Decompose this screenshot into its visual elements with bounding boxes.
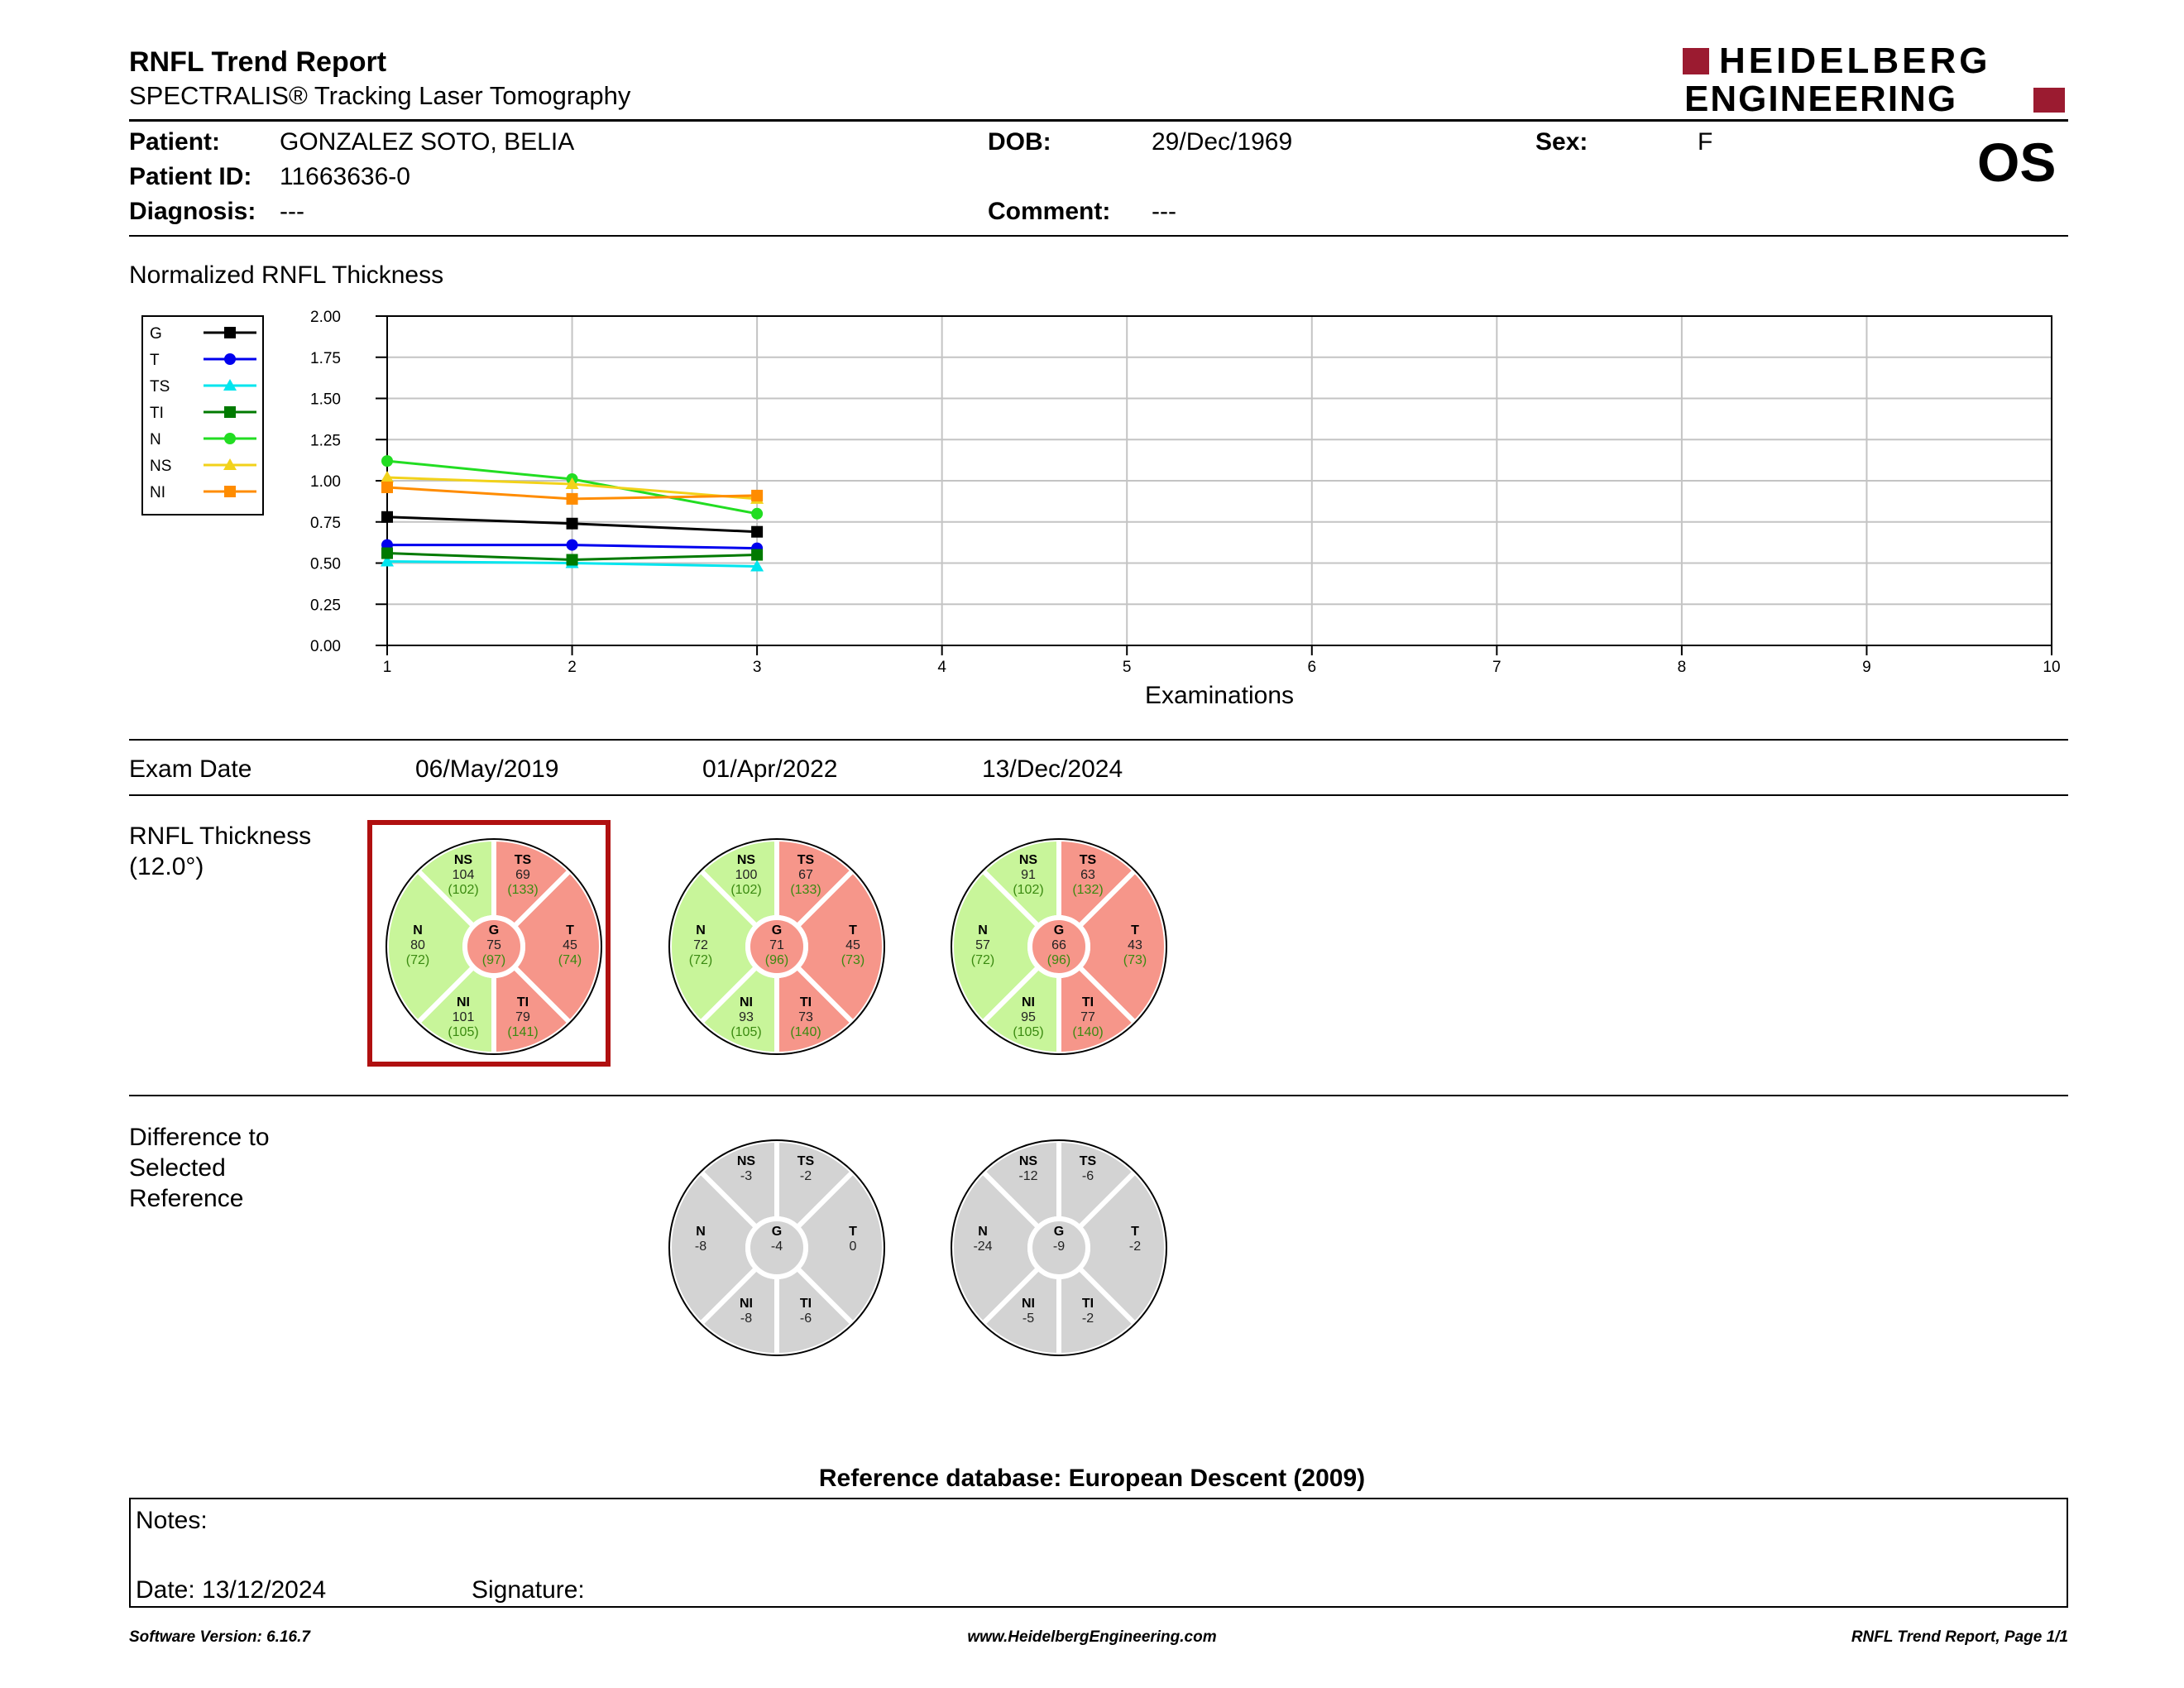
x-tick-label: 2 xyxy=(568,659,577,676)
value-ti-1: (141) xyxy=(507,1025,539,1039)
legend-label-t: T xyxy=(150,352,160,369)
value-ns-0: 100 xyxy=(735,868,758,882)
label-t: T xyxy=(1131,923,1139,938)
value-ts-0: -6 xyxy=(1081,1169,1094,1183)
label-g: G xyxy=(771,923,783,938)
label-ni: NI xyxy=(1022,1297,1035,1311)
comment-value: --- xyxy=(1152,198,1176,225)
label-ni: NI xyxy=(457,995,470,1009)
value-g-0: 66 xyxy=(1051,938,1066,952)
label-ni: NI xyxy=(740,995,753,1009)
label-t: T xyxy=(849,1225,857,1239)
label-ns: NS xyxy=(1018,1154,1038,1168)
value-ts-1: (132) xyxy=(1072,883,1104,897)
label-g: G xyxy=(771,1225,783,1239)
value-n-0: 72 xyxy=(693,938,708,952)
thickness-divider xyxy=(129,1095,2068,1096)
value-ts-0: 67 xyxy=(798,868,813,882)
label-ns: NS xyxy=(453,853,473,867)
date-label: Date: 13/12/2024 xyxy=(136,1576,327,1604)
value-ni-1: (105) xyxy=(1013,1025,1044,1039)
sex-value: F xyxy=(1698,128,1713,156)
patient-label: Patient: xyxy=(129,128,221,156)
diagnosis-value: --- xyxy=(280,198,304,225)
y-tick-label: 0.50 xyxy=(310,555,341,573)
value-ni-0: 95 xyxy=(1021,1010,1036,1024)
value-t-0: 45 xyxy=(563,938,577,952)
legend-label-ni: NI xyxy=(150,484,165,501)
notes-label: Notes: xyxy=(136,1507,208,1534)
label-ts: TS xyxy=(1079,1154,1097,1168)
value-ti-1: (140) xyxy=(1072,1025,1104,1039)
notes-box[interactable] xyxy=(129,1498,2068,1608)
label-ts: TS xyxy=(1079,853,1097,867)
legend-label-g: G xyxy=(150,325,162,343)
label-n: N xyxy=(978,923,988,938)
value-ts-0: 63 xyxy=(1080,868,1095,882)
x-tick-label: 9 xyxy=(1862,659,1871,676)
x-tick-label: 7 xyxy=(1492,659,1502,676)
y-tick-label: 1.25 xyxy=(310,432,341,450)
value-ns-0: 91 xyxy=(1021,868,1036,882)
difference-label-2: Selected xyxy=(129,1154,226,1182)
website-link[interactable]: www.HeidelbergEngineering.com xyxy=(967,1628,1217,1646)
label-ti: TI xyxy=(799,1297,812,1311)
value-ts-0: 69 xyxy=(515,868,530,882)
thickness-label: RNFL Thickness xyxy=(129,822,312,850)
value-g-0: -4 xyxy=(770,1240,783,1254)
value-n-0: -24 xyxy=(973,1240,993,1254)
value-ti-0: 77 xyxy=(1080,1010,1095,1024)
value-ts-1: (133) xyxy=(507,883,539,897)
software-version: Software Version: 6.16.7 xyxy=(129,1628,310,1646)
value-ns-1: (102) xyxy=(730,883,762,897)
value-ti-0: 79 xyxy=(515,1010,530,1024)
patient-id: 11663636-0 xyxy=(280,163,410,190)
x-tick-label: 10 xyxy=(2043,659,2061,676)
difference-label-1: Difference to xyxy=(129,1124,270,1151)
comment-label: Comment: xyxy=(988,198,1111,225)
y-tick-label: 1.00 xyxy=(310,473,341,491)
value-n-1: (72) xyxy=(688,953,713,967)
value-ti-1: (140) xyxy=(790,1025,821,1039)
value-ns-1: (102) xyxy=(1013,883,1044,897)
dob-value: 29/Dec/1969 xyxy=(1152,128,1293,156)
label-ns: NS xyxy=(736,853,756,867)
value-n-0: 57 xyxy=(975,938,990,952)
x-tick-label: 8 xyxy=(1677,659,1687,676)
label-ti: TI xyxy=(1081,995,1094,1009)
value-g-0: -9 xyxy=(1052,1240,1066,1254)
value-ni-1: (105) xyxy=(730,1025,762,1039)
value-t-0: 0 xyxy=(849,1240,857,1254)
value-ni-1: (105) xyxy=(448,1025,479,1039)
value-n-0: 80 xyxy=(410,938,425,952)
exam-date-1: 06/May/2019 xyxy=(415,755,559,783)
value-ns-0: 104 xyxy=(452,868,475,882)
label-t: T xyxy=(1131,1225,1139,1239)
label-g: G xyxy=(1053,923,1065,938)
legend-label-ns: NS xyxy=(150,458,172,475)
value-t-1: (73) xyxy=(1123,953,1147,967)
reference-database: Reference database: European Descent (2009) xyxy=(818,1465,1366,1492)
value-g-1: (96) xyxy=(1046,953,1071,967)
thickness-circle-1 xyxy=(386,839,601,1054)
eye-indicator: OS xyxy=(1977,132,2057,193)
value-t-0: 45 xyxy=(845,938,860,952)
logo-line2: ENGINEERING xyxy=(1684,79,1958,119)
value-ns-0: -3 xyxy=(740,1169,753,1183)
label-g: G xyxy=(488,923,500,938)
difference-circle-2 xyxy=(669,1140,884,1355)
exam-date-label: Exam Date xyxy=(129,755,252,783)
y-tick-label: 2.00 xyxy=(310,309,341,326)
thickness-angle: (12.0°) xyxy=(129,853,204,880)
thickness-circle-3 xyxy=(951,839,1166,1054)
label-n: N xyxy=(696,923,706,938)
legend-label-ti: TI xyxy=(150,405,164,422)
label-ts: TS xyxy=(797,853,815,867)
exam-date-3: 13/Dec/2024 xyxy=(982,755,1123,783)
sex-label: Sex: xyxy=(1535,128,1588,156)
value-ts-0: -2 xyxy=(799,1169,812,1183)
x-tick-label: 4 xyxy=(937,659,946,676)
y-tick-label: 1.75 xyxy=(310,349,341,367)
label-ns: NS xyxy=(1018,853,1038,867)
label-ni: NI xyxy=(740,1297,753,1311)
report-title: RNFL Trend Report xyxy=(129,46,387,78)
label-ts: TS xyxy=(797,1154,815,1168)
value-ns-1: (102) xyxy=(448,883,479,897)
value-n-0: -8 xyxy=(694,1240,707,1254)
label-ti: TI xyxy=(799,995,812,1009)
label-n: N xyxy=(978,1225,988,1239)
value-ti-0: -6 xyxy=(799,1312,812,1326)
value-t-0: 43 xyxy=(1128,938,1142,952)
value-ns-0: -12 xyxy=(1018,1169,1038,1183)
report-subtitle: SPECTRALIS® Tracking Laser Tomography xyxy=(129,81,631,110)
value-n-1: (72) xyxy=(970,953,995,967)
label-g: G xyxy=(1053,1225,1065,1239)
value-t-1: (73) xyxy=(841,953,865,967)
chart-title: Normalized RNFL Thickness xyxy=(129,261,444,289)
value-ts-1: (133) xyxy=(790,883,821,897)
value-n-1: (72) xyxy=(405,953,430,967)
x-tick-label: 6 xyxy=(1307,659,1317,676)
difference-circle-3 xyxy=(951,1140,1166,1355)
diagnosis-label: Diagnosis: xyxy=(129,198,256,225)
value-ni-0: 93 xyxy=(739,1010,754,1024)
value-ti-0: -2 xyxy=(1081,1312,1094,1326)
signature-label: Signature: xyxy=(472,1576,585,1604)
value-ti-0: 73 xyxy=(798,1010,813,1024)
value-t-1: (74) xyxy=(558,953,582,967)
value-g-1: (97) xyxy=(481,953,506,967)
legend-label-ts: TS xyxy=(150,378,170,396)
x-tick-label: 3 xyxy=(752,659,762,676)
label-ns: NS xyxy=(736,1154,756,1168)
value-g-1: (96) xyxy=(764,953,789,967)
y-tick-label: 0.25 xyxy=(310,597,341,615)
x-tick-label: 1 xyxy=(382,659,392,676)
page-number: RNFL Trend Report, Page 1/1 xyxy=(1851,1628,2068,1646)
label-ts: TS xyxy=(514,853,532,867)
patient-name: GONZALEZ SOTO, BELIA xyxy=(280,128,575,156)
label-t: T xyxy=(566,923,574,938)
y-tick-label: 0.00 xyxy=(310,638,341,655)
label-t: T xyxy=(849,923,857,938)
difference-label-3: Reference xyxy=(129,1185,244,1212)
label-n: N xyxy=(413,923,423,938)
value-ni-0: -5 xyxy=(1022,1312,1035,1326)
x-tick-label: 5 xyxy=(1122,659,1132,676)
label-n: N xyxy=(696,1225,706,1239)
y-tick-label: 0.75 xyxy=(310,514,341,532)
exam-date-2: 01/Apr/2022 xyxy=(702,755,838,783)
x-axis-label: Examinations xyxy=(1144,682,1295,709)
y-tick-label: 1.50 xyxy=(310,391,341,409)
patient-id-label: Patient ID: xyxy=(129,163,252,190)
thickness-circle-2 xyxy=(669,839,884,1054)
legend-label-n: N xyxy=(150,431,161,448)
label-ti: TI xyxy=(516,995,529,1009)
logo-line1: HEIDELBERG xyxy=(1719,41,1991,81)
value-g-0: 71 xyxy=(769,938,784,952)
value-t-0: -2 xyxy=(1128,1240,1142,1254)
value-g-0: 75 xyxy=(486,938,501,952)
value-ni-0: -8 xyxy=(740,1312,753,1326)
value-ni-0: 101 xyxy=(452,1010,475,1024)
label-ti: TI xyxy=(1081,1297,1094,1311)
dob-label: DOB: xyxy=(988,128,1051,156)
label-ni: NI xyxy=(1022,995,1035,1009)
